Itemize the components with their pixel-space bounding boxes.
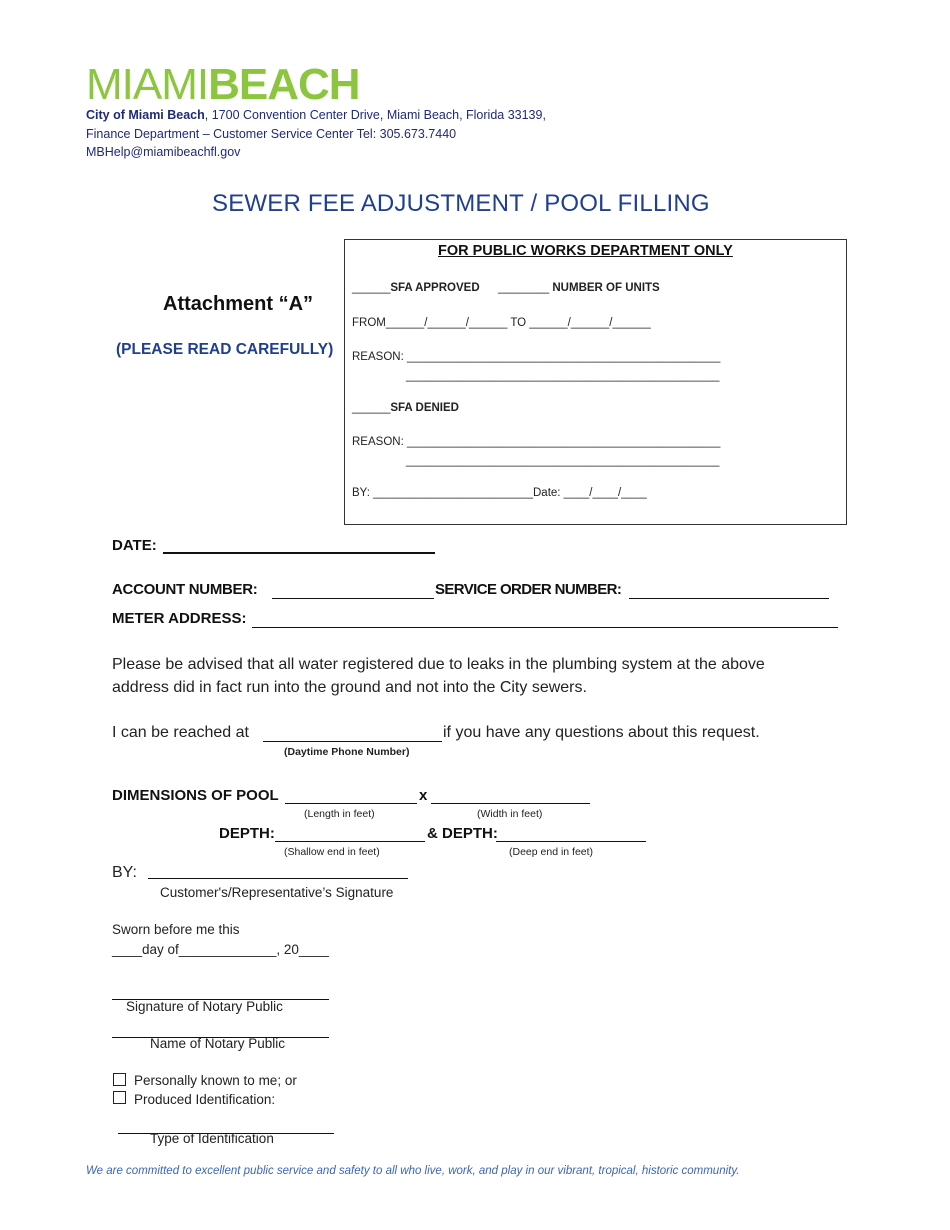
produced-id-checkbox[interactable]	[113, 1091, 126, 1104]
sworn-text: Sworn before me this	[112, 922, 240, 937]
length-caption: (Length in feet)	[304, 808, 375, 820]
denied-label: SFA DENIED	[390, 402, 459, 414]
notary-name-caption: Name of Notary Public	[150, 1036, 286, 1051]
shallow-caption: (Shallow end in feet)	[284, 846, 380, 858]
and-depth-label: & DEPTH:	[427, 825, 498, 842]
from-to-dates[interactable]: FROM______/______/______ TO ______/______/______	[352, 317, 651, 329]
reason-label: REASON:	[352, 351, 407, 363]
id-type-caption: Type of Identification	[150, 1131, 274, 1146]
phone-caption: (Daytime Phone Number)	[284, 746, 410, 758]
logo-text-beach: BEACH	[208, 60, 360, 109]
advice-line-1: Please be advised that all water registered due to leaks in the plumbing system at the above	[112, 656, 765, 673]
personally-known-checkbox[interactable]	[113, 1073, 126, 1086]
width-caption: (Width in feet)	[477, 808, 543, 820]
dimensions-label: DIMENSIONS OF POOL	[112, 787, 279, 804]
date-label: DATE:	[112, 537, 157, 554]
address-line	[86, 108, 546, 122]
reason-denied-line-2[interactable]: _________________________________________________	[406, 455, 720, 467]
notary-signature-caption: Signature of Notary Public	[126, 999, 283, 1014]
read-carefully-note: (PLEASE READ CAREFULLY)	[116, 341, 334, 358]
approved-label: SFA APPROVED	[390, 282, 480, 294]
reach-suffix: if you have any questions about this request.	[443, 724, 760, 741]
city-name: City of Miami Beach	[86, 108, 205, 122]
reason-approved-line-2[interactable]: _________________________________________________	[406, 370, 720, 382]
date-field[interactable]	[163, 552, 435, 554]
account-number-field[interactable]	[272, 598, 434, 599]
service-order-field[interactable]	[629, 598, 829, 599]
reason-denied-row	[352, 436, 720, 448]
deep-depth-field[interactable]	[496, 841, 646, 842]
reason-approved-line-1[interactable]: _________________________________________________	[406, 351, 721, 363]
signature-caption: Customer's/Representative’s Signature	[160, 885, 394, 900]
by-label: BY:	[112, 864, 137, 881]
meter-address-field[interactable]	[252, 627, 838, 628]
form-title: SEWER FEE ADJUSTMENT / POOL FILLING	[212, 190, 710, 217]
daytime-phone-field[interactable]	[263, 741, 442, 742]
approved-blank[interactable]: ______	[352, 282, 391, 294]
sfa-approved-row	[352, 282, 480, 294]
personally-known-label: Personally known to me; or	[134, 1073, 297, 1088]
attachment-heading: Attachment “A”	[163, 293, 314, 315]
service-order-label: SERVICE ORDER NUMBER:	[435, 581, 622, 598]
units-label: NUMBER OF UNITS	[552, 282, 660, 294]
denied-blank[interactable]: ______	[352, 402, 391, 414]
department-line: Finance Department – Customer Service Center Tel: 305.673.7440	[86, 127, 457, 141]
units-row	[498, 282, 660, 294]
sfa-denied-row	[352, 402, 459, 414]
public-works-signoff[interactable]: BY: _________________________Date: ____/____/____	[352, 487, 647, 499]
reason-denied-line-1[interactable]: _________________________________________________	[406, 436, 721, 448]
footer-statement: We are committed to excellent public service and safety to all who live, work, and play in our vibrant, tropical, historic community.	[86, 1165, 740, 1177]
shallow-depth-field[interactable]	[275, 841, 425, 842]
pool-width-field[interactable]	[431, 803, 590, 804]
public-works-title: FOR PUBLIC WORKS DEPARTMENT ONLY	[438, 243, 733, 259]
customer-signature-field[interactable]	[148, 878, 408, 879]
pool-length-field[interactable]	[285, 803, 417, 804]
miami-beach-logo	[86, 60, 360, 110]
produced-id-label: Produced Identification:	[134, 1092, 276, 1107]
deep-caption: (Deep end in feet)	[509, 846, 594, 858]
account-number-label: ACCOUNT NUMBER:	[112, 581, 258, 598]
reach-prefix: I can be reached at	[112, 724, 249, 741]
meter-address-label: METER ADDRESS:	[112, 610, 247, 627]
times-symbol: x	[419, 787, 428, 804]
reason-approved-row	[352, 351, 720, 363]
day-of-line[interactable]: ____day of_____________, 20____	[112, 942, 329, 957]
depth-label: DEPTH:	[219, 825, 275, 842]
help-email[interactable]: MBHelp@miamibeachfl.gov	[86, 145, 241, 159]
units-blank[interactable]: ________	[498, 282, 550, 294]
logo-text-miami: MIAMI	[86, 60, 209, 109]
street-address: , 1700 Convention Center Drive, Miami Beach, Florida 33139,	[204, 108, 546, 122]
advice-line-2: address did in fact run into the ground and not into the City sewers.	[112, 679, 587, 696]
reason-denied-label: REASON:	[352, 436, 407, 448]
